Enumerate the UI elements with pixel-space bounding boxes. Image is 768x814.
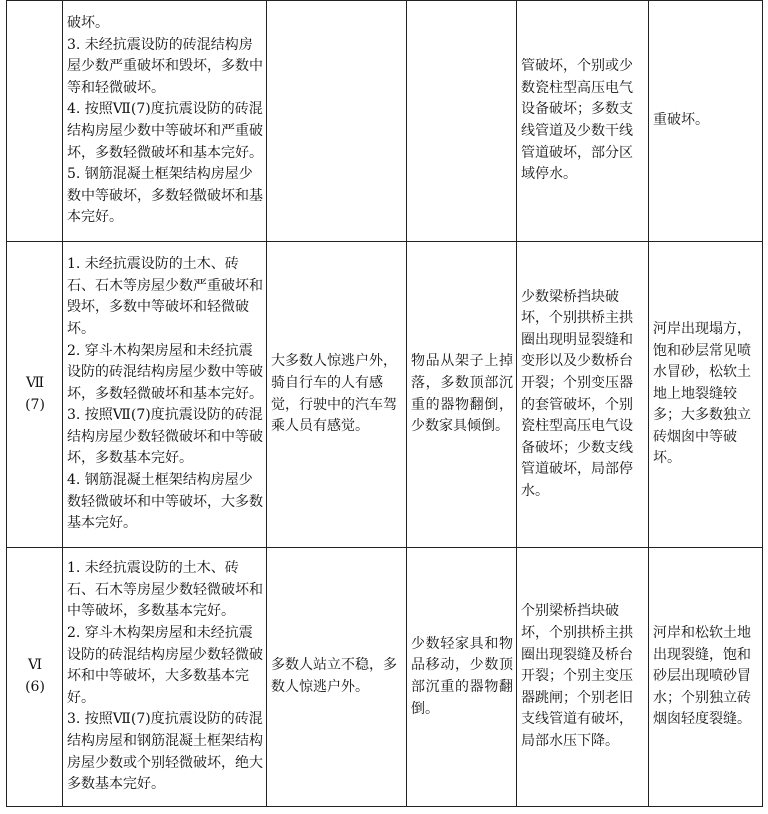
people-reaction-cell: 大多数人惊逃户外，骑自行车的人有感觉，行驶中的汽车驾乘人员有感觉。 xyxy=(267,242,407,548)
building-damage-entry: 4. 钢筋混凝土框架结构房屋少数轻微破坏和中等破坏，大多数基本完好。 xyxy=(67,472,263,532)
natural-phenomena-cell: 河岸出现塌方，饱和砂层常见喷水冒砂，松软土地上地裂缝较多；大多数独立砖烟囱中等破坏。 xyxy=(649,242,763,548)
intensity-table xyxy=(6,0,763,807)
table-row xyxy=(7,548,763,807)
lifeline-damage-cell: 少数梁桥挡块破坏，个别拱桥主拱圈出现明显裂缝和变形以及少数桥台开裂；个别变压器的套管破坏，个别瓷柱型高压电气设备破坏；少数支线管道破坏，局部停水。 xyxy=(517,242,649,548)
natural-phenomena-cell: 重破坏。 xyxy=(649,1,763,242)
building-damage-cell xyxy=(63,548,267,807)
intensity-roman: Ⅵ xyxy=(27,657,43,674)
people-reaction-cell xyxy=(267,1,407,242)
object-reaction-cell xyxy=(407,1,517,242)
building-damage-entry: 破坏。 xyxy=(67,15,109,32)
building-damage-entry: 1. 未经抗震设防的土木、砖石、石木等房屋少数轻微破坏和中等破坏，多数基本完好。 xyxy=(67,560,263,620)
table-row xyxy=(7,242,763,548)
building-damage-cell xyxy=(63,242,267,548)
building-damage-entry: 1. 未经抗震设防的土木、砖石、石木等房屋少数严重破坏和毁坏，多数中等破坏和轻微破坏。 xyxy=(67,256,263,337)
intensity-cell xyxy=(7,242,63,548)
building-damage-entry: 3. 未经抗震设防的砖混结构房屋少数严重破坏和毁坏，多数中等和轻微破坏。 xyxy=(67,36,263,96)
object-reaction-cell: 少数轻家具和物品移动，少数顶部沉重的器物翻倒。 xyxy=(407,548,517,807)
building-damage-entry: 2. 穿斗木构架房屋和未经抗震设防的砖混结构房屋少数中等破坏，多数轻微破坏和基本完好。 xyxy=(67,342,263,402)
building-damage-entry: 5. 钢筋混凝土框架结构房屋少数中等破坏，多数轻微破坏和基本完好。 xyxy=(67,166,263,226)
object-reaction-cell: 物品从架子上掉落，多数顶部沉重的器物翻倒，少数家具倾倒。 xyxy=(407,242,517,548)
intensity-roman: Ⅶ xyxy=(25,374,45,391)
intensity-cell xyxy=(7,1,63,242)
building-damage-entry: 4. 按照Ⅶ(7)度抗震设防的砖混结构房屋少数中等破坏和严重破坏，多数轻微破坏和基本完好。 xyxy=(67,101,263,161)
intensity-cell xyxy=(7,548,63,807)
building-damage-entry: 2. 穿斗木构架房屋和未经抗震设防的砖混结构房屋少数轻微破坏和中等破坏，大多数基本完好。 xyxy=(67,625,263,706)
table-row xyxy=(7,1,763,242)
natural-phenomena-cell: 河岸和松软土地出现裂缝，饱和砂层出现喷砂冒水；个别独立砖烟囱轻度裂缝。 xyxy=(649,548,763,807)
building-damage-entry: 3. 按照Ⅶ(7)度抗震设防的砖混结构房屋和钢筋混凝土框架结构房屋少数或个别轻微破坏，绝大多数基本完好。 xyxy=(67,711,263,793)
lifeline-damage-cell: 管破坏，个别或少数瓷柱型高压电气设备破坏；多数支线管道及少数干线管道破坏，部分区域停水。 xyxy=(517,1,649,242)
people-reaction-cell: 多数人站立不稳，多数人惊逃户外。 xyxy=(267,548,407,807)
intensity-number: (6) xyxy=(25,679,45,695)
building-damage-cell xyxy=(63,1,267,242)
building-damage-entry: 3. 按照Ⅶ(7)度抗震设防的砖混结构房屋少数轻微破坏和中等破坏，多数基本完好。 xyxy=(67,407,263,467)
lifeline-damage-cell: 个别梁桥挡块破坏，个别拱桥主拱圈出现裂缝及桥台开裂；个别主变压器跳闸；个别老旧支线管道有破坏，局部水压下降。 xyxy=(517,548,649,807)
intensity-number: (7) xyxy=(25,396,45,413)
